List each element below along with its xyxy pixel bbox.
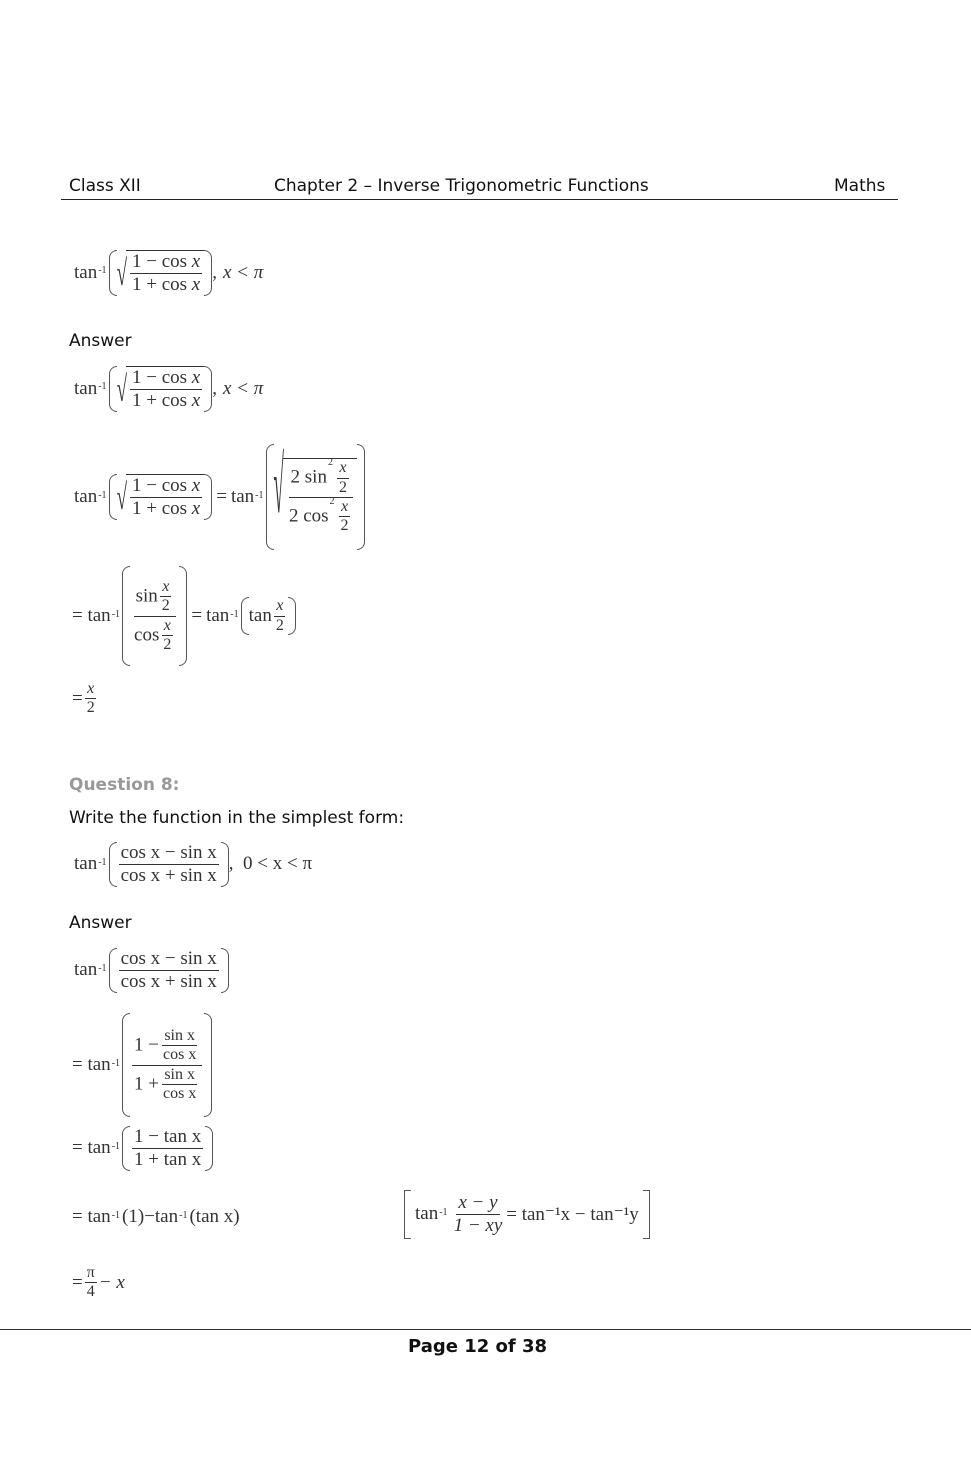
q8-label: Question 8: bbox=[69, 775, 180, 795]
q8-step-5: = $\frac{\pi}{4}$ − x bbox=[72, 1264, 125, 1301]
header-subject: Maths bbox=[834, 176, 886, 196]
page-number: Page 12 of 38 bbox=[408, 1336, 548, 1357]
q8-step-3: = tan $^{-1}$ $\frac{\text{1 − tan x}}{\text{1 + tan x}}$ bbox=[72, 1126, 213, 1171]
q7-step-1: tan $^{-1}$ √ $\frac{\text{1 − cos x}}{\text{1 + cos x}}$ , x < π bbox=[74, 367, 264, 411]
footer-divider bbox=[0, 1329, 971, 1330]
header-chapter-title: Chapter 2 – Inverse Trigonometric Functions bbox=[274, 176, 649, 196]
q8-expression: tan $^{-1}$ $\frac{\text{cos x − sin x}}{\text{cos x + sin x}}$ , 0 < x < π bbox=[74, 842, 313, 886]
q7-expression: tan $^{-1}$ √ $\frac{\text{1 − cos x}}{\text{1 + cos x}}$ , x < π bbox=[74, 251, 264, 295]
q7-step-3: = tan $^{-1}$ sin $\frac{x}{2}$ cos $\frac{x}{2}$ = tan $^{-1}$ tan $\frac{x}{2}$ bbox=[72, 565, 296, 667]
q8-step-4: = tan $^{-1}$ ( 1 ) − tan $^{-1}$ ( tan x ) bbox=[72, 1206, 240, 1227]
q7-step-2: tan $^{-1}$ √ $\frac{\text{1 − cos x}}{\text{1 + cos x}}$ = tan $^{-1}$ √ 2 $\sin^2$ $\frac{x}{2}$ 2 $\cos^2$ $\frac{x}{2}$ bbox=[74, 442, 365, 552]
q8-identity-note: tan $^{-1}$ $\frac{x - y}{1 - xy}$ = tan⁻¹x − tan⁻¹y bbox=[404, 1190, 650, 1239]
q8-step-1: tan $^{-1}$ $\frac{\text{cos x − sin x}}{\text{cos x + sin x}}$ bbox=[74, 948, 229, 993]
q7-answer-label: Answer bbox=[69, 331, 132, 351]
q8-prompt: Write the function in the simplest form: bbox=[69, 808, 405, 828]
header-class: Class XII bbox=[69, 176, 141, 196]
q8-answer-label: Answer bbox=[69, 913, 132, 933]
q8-step-2: = tan $^{-1}$ 1 − $\frac{\text{sin x}}{\text{cos x}}$ 1 + $\frac{\text{sin x}}{\text{cos x}}$ bbox=[72, 1012, 212, 1118]
q7-step-4: = $\frac{x}{2}$ bbox=[72, 680, 95, 717]
header-divider bbox=[61, 199, 898, 200]
